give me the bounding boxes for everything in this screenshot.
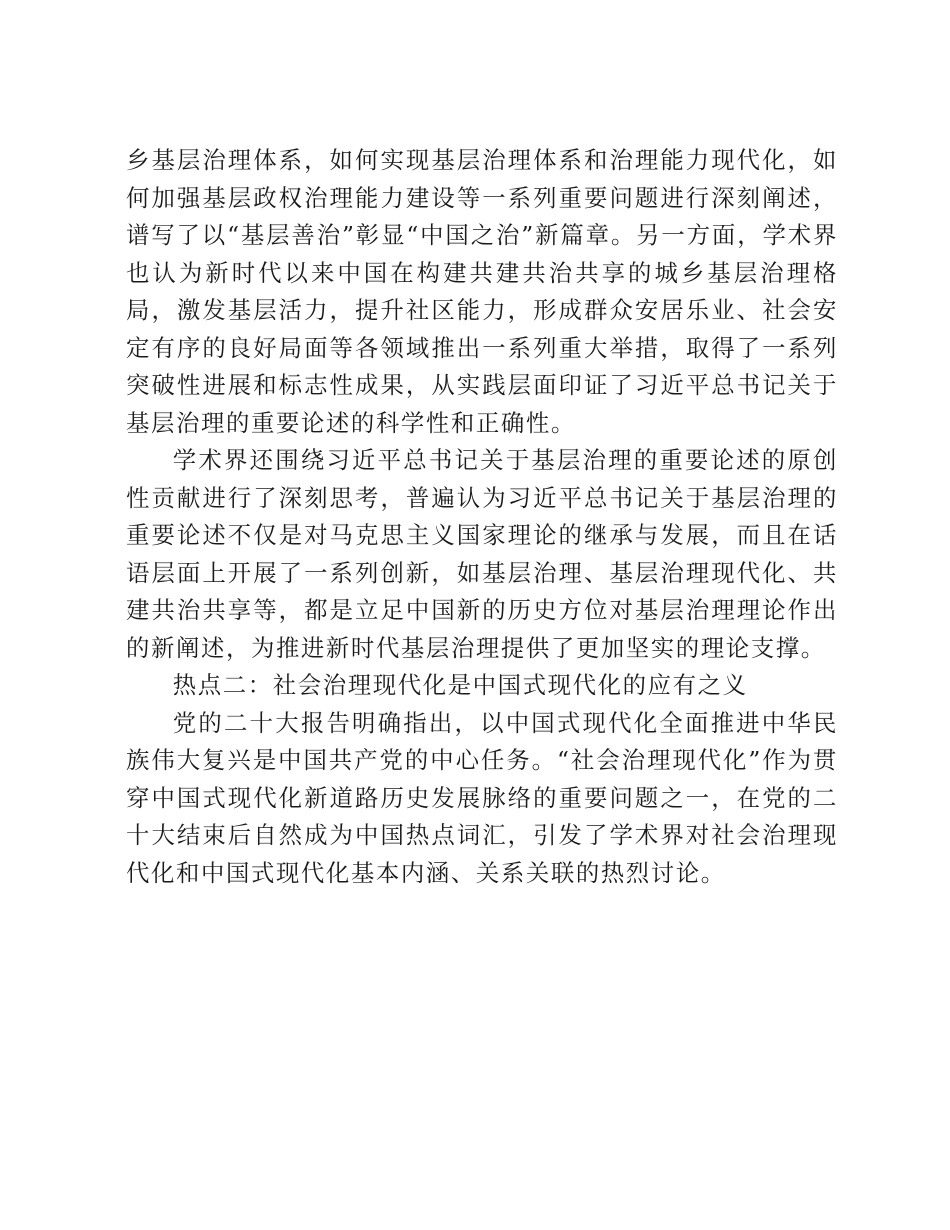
paragraph-continuation: 乡基层治理体系，如何实现基层治理体系和治理能力现代化，如何加强基层政权治理能力建设等一系列重要问题进行深刻阐述，谱写了以“基层善治”彰显“中国之治”新篇章。另一方面，学术界也认为新时代以来中国在构建共建共治共享的城乡基层治理格局，激发基层活力，提升社区能力，形成群众安居乐业、社会安定有序的良好局面等各领域推出一系列重大举措，取得了一系列突破性进展和标志性成果，从实践层面印证了习近平总书记关于基层治理的重要论述的科学性和正确性。 <box>126 146 838 437</box>
paragraph-twentieth-congress: 党的二十大报告明确指出，以中国式现代化全面推进中华民族伟大复兴是中国共产党的中心任务。“社会治理现代化”作为贯穿中国式现代化新道路历史发展脉络的重要问题之一，在党的二十大结束后自然成为中国热点词汇，引发了学术界对社会治理现代化和中国式现代化基本内涵、关系关联的热烈讨论。 <box>126 708 838 887</box>
section-heading-hotspot-two: 热点二：社会治理现代化是中国式现代化的应有之义 <box>172 671 748 699</box>
document-body <box>126 142 838 892</box>
paragraph-original-contribution: 学术界还围绕习近平总书记关于基层治理的重要论述的原创性贡献进行了深刻思考，普遍认为习近平总书记关于基层治理的重要论述不仅是对马克思主义国家理论的继承与发展，而且在话语层面上开展了一系列创新，如基层治理、基层治理现代化、共建共治共享等，都是立足中国新的历史方位对基层治理理论作出的新阐述，为推进新时代基层治理提供了更加坚实的理论支撑。 <box>126 446 838 662</box>
